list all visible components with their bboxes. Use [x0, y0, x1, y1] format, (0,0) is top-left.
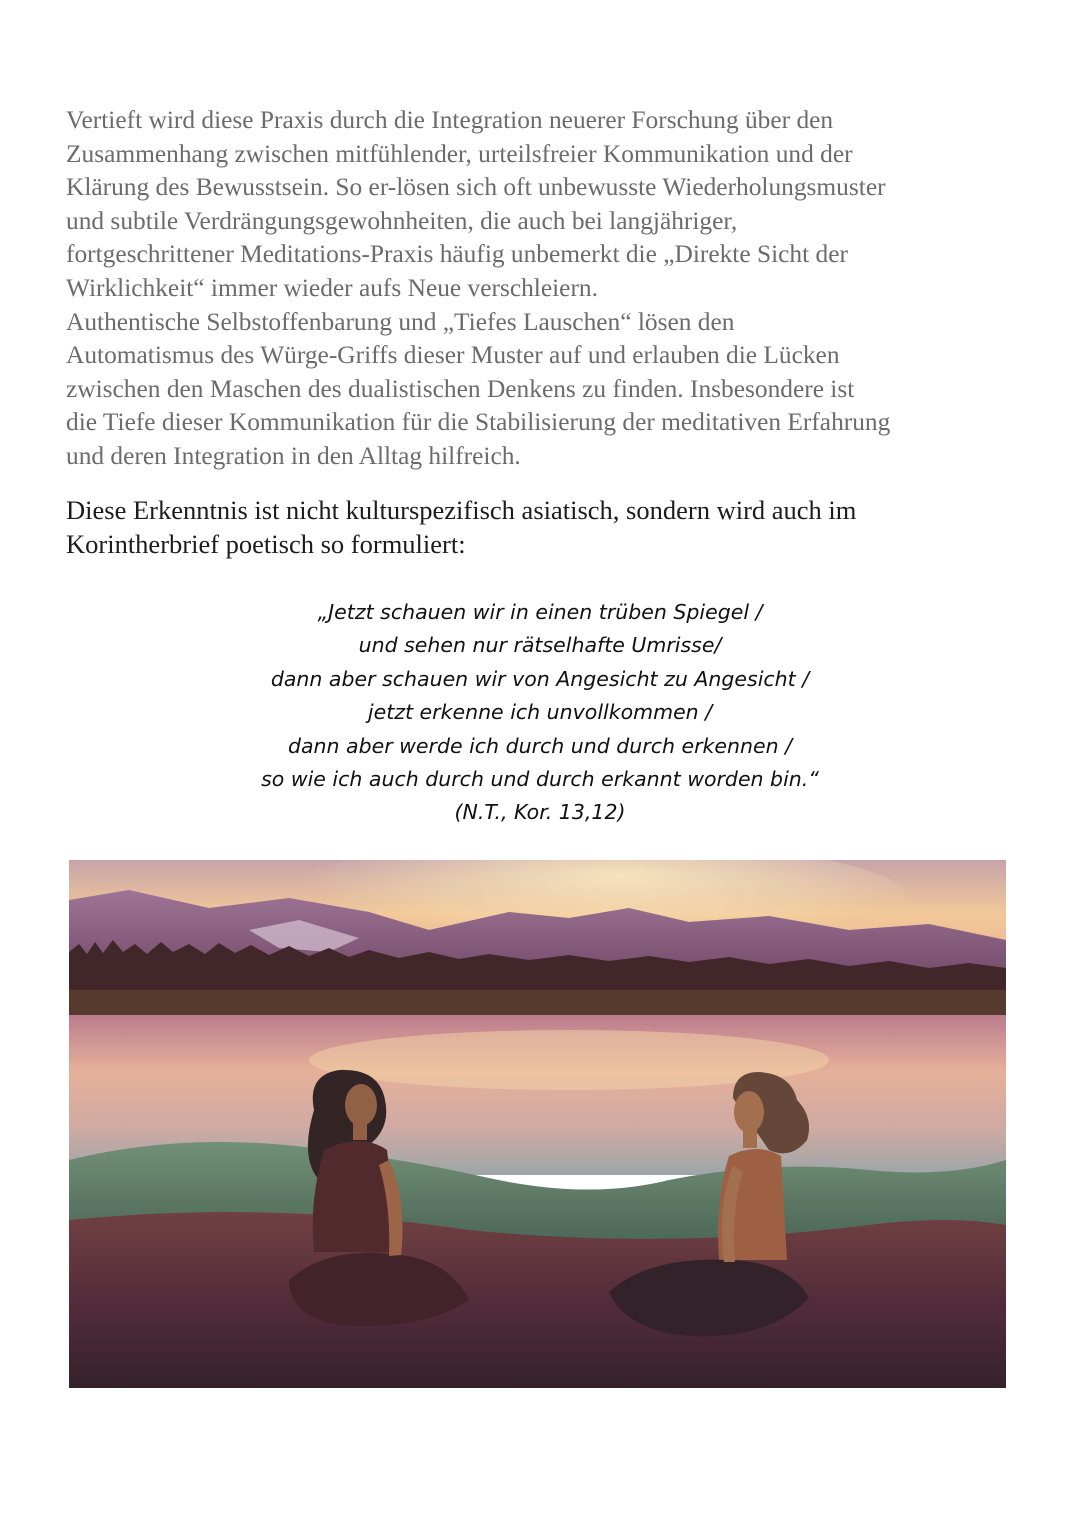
paragraph-intro: [66, 104, 1016, 474]
text-line: Authentische Selbstoffenbarung und „Tiefes Lauschen“ lösen den: [66, 307, 735, 336]
text-line: die Tiefe dieser Kommunikation für die Stabilisierung der meditativen Erfahrung: [66, 408, 891, 437]
quote-line: so wie ich auch durch und durch erkannt worden bin.“: [261, 767, 819, 792]
quote-line: und sehen nur rätselhafte Umrisse/: [358, 633, 722, 658]
lake-meditation-painting: [69, 860, 1006, 1388]
quote-line: dann aber schauen wir von Angesicht zu Angesicht /: [270, 666, 810, 691]
paper-texture: [69, 860, 1006, 1388]
text-line: Vertieft wird diese Praxis durch die Integration neuerer Forschung über den: [66, 106, 834, 134]
text-line: Klärung des Bewusstsein. So er-lösen sich oft unbewusste Wiederholungsmuster: [66, 173, 886, 202]
bible-quote: [150, 596, 930, 830]
text-line: Diese Erkenntnis ist nicht kulturspezifisch asiatisch, sondern wird auch im: [66, 495, 857, 525]
text-line: zwischen den Maschen des dualistischen Denkens zu finden. Insbesondere ist: [66, 374, 855, 403]
text-line: und deren Integration in den Alltag hilfreich.: [66, 441, 521, 470]
text-line: Korintherbrief poetisch so formuliert:: [66, 528, 466, 559]
text-line: Wirklichkeit“ immer wieder aufs Neue verschleiern.: [66, 273, 598, 302]
text-line: fortgeschrittener Meditations-Praxis häufig unbemerkt die „Direkte Sicht der: [66, 240, 848, 269]
text-line: und subtile Verdrängungsgewohnheiten, die auch bei langjähriger,: [66, 206, 738, 235]
text-line: Automatismus des Würge-Griffs dieser Muster auf und erlauben die Lücken: [66, 341, 840, 370]
quote-line: jetzt erkenne ich unvollkommen /: [367, 700, 713, 725]
quote-citation: (N.T., Kor. 13,12): [454, 800, 626, 825]
quote-line: dann aber werde ich durch und durch erkennen /: [287, 733, 793, 758]
paragraph-corinthians-intro: [66, 494, 1016, 561]
text-line: Zusammenhang zwischen mitfühlender, urteilsfreier Kommunikation und der: [66, 139, 853, 168]
quote-line: „Jetzt schauen wir in einen trüben Spiegel /: [317, 600, 763, 624]
